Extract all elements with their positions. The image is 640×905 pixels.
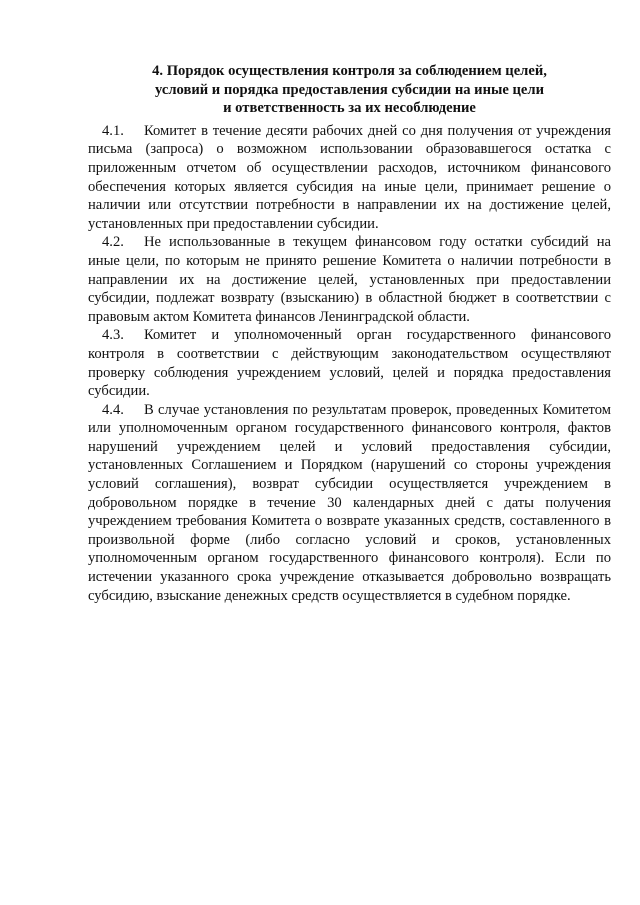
paragraph-text: В случае установления по результатам проверок, проведенных Комитетом или уполномоченным органом государственного финансового контроля, фактов нарушений учреждением целей и условий предоставления субсидии, установленных Соглашением и Порядком (нарушений со стороны учреждения условий соглашения), возврат субсидии осуществляется учреждением в добровольном порядке в течение 30 календарных дней с даты получения учреждением требования Комитета о возврате указанных средств, составленного в произвольной форме (либо согласно условий и сроков, установленных уполномоченным органом государственного финансового контроля). Если по истечении указанного срока учреждение отказывается добровольно возвращать субсидию, взыскание денежных средств осуществляется в судебном порядке. <box>88 401 611 604</box>
paragraph-number: 4.2. <box>102 234 124 251</box>
paragraph-number: 4.1. <box>102 122 124 139</box>
paragraph-number: 4.3. <box>102 327 124 344</box>
heading-line-1: 4. Порядок осуществления контроля за соблюдением целей, <box>152 63 547 79</box>
paragraph-4-1 <box>88 122 611 234</box>
paragraph-text: Комитет и уполномоченный орган государственного финансового контроля в соответствии с действующим законодательством осуществляют проверку соблюдения учреждением условий, целей и порядка предоставления субсидии. <box>88 327 611 400</box>
paragraph-4-2 <box>88 233 611 326</box>
paragraph-text: Не использованные в текущем финансовом году остатки субсидий на иные цели, по которым не принято решение Комитета о наличии потребности в направлении их на достижение целей, установленных при предоставлении субсидии, подлежат возврату (взысканию) в областной бюджет в соответствии с правовым актом Комитета финансов Ленинградской области. <box>88 234 611 325</box>
document-page <box>88 62 611 605</box>
paragraph-4-4 <box>88 401 611 606</box>
paragraph-text: Комитет в течение десяти рабочих дней со дня получения от учреждения письма (запроса) о возможном использовании образовавшегося остатка с приложенным отчетом об осуществлении расходов, источником финансового обеспечения которых является субсидия на иные цели, принимает решение о наличии или отсутствии потребности в направлении их на достижение целей, установленных при предоставлении субсидии. <box>88 122 611 232</box>
paragraph-4-3 <box>88 326 611 400</box>
heading-line-2: условий и порядка предоставления субсидии на иные цели <box>155 81 544 98</box>
heading-line-3: и ответственность за их несоблюдение <box>223 100 476 117</box>
paragraph-number: 4.4. <box>102 401 124 418</box>
section-heading <box>88 62 611 118</box>
